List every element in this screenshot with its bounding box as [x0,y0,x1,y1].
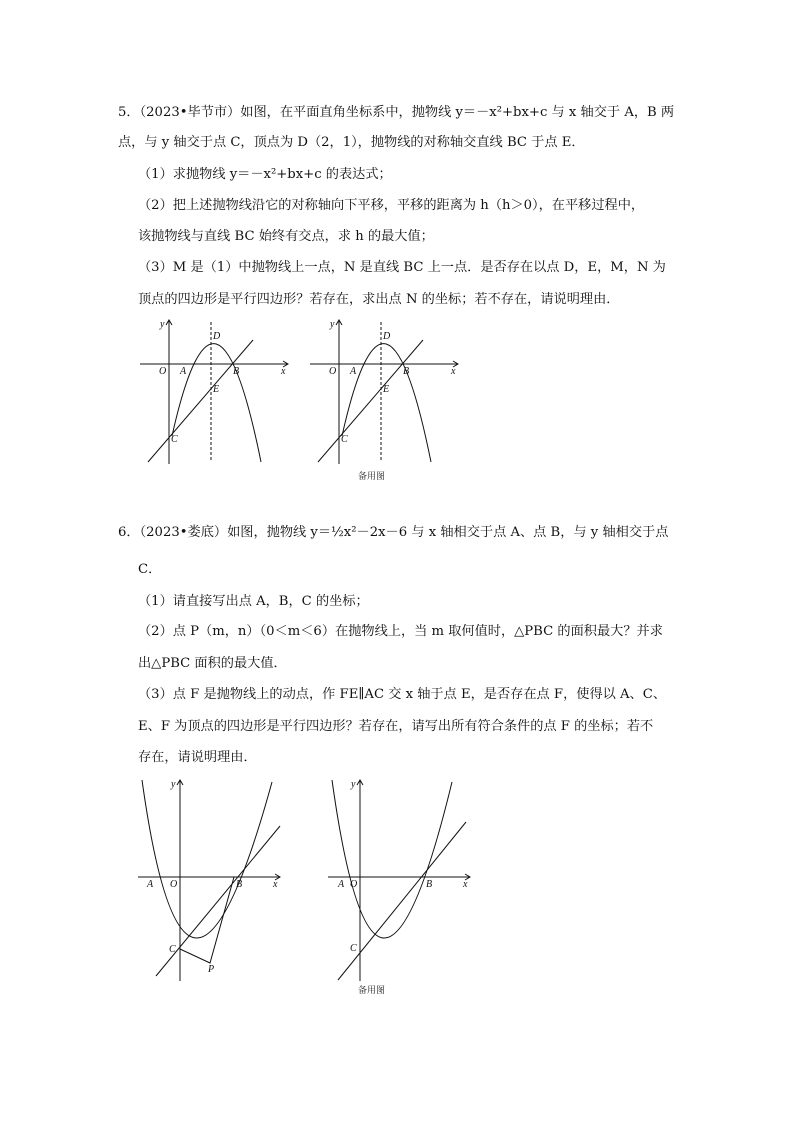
label-d: D [213,331,221,342]
label-a: A [350,366,357,377]
line-bc [148,340,253,462]
label-x: x [273,879,278,890]
p6-line-1: 6．（2023•娄底）如图，抛物线 y＝½x²－2x－6 与 x 轴相交于点 A、点 B，与 y 轴相交于点 [118,525,669,540]
label-a: A [147,879,154,890]
label-b: B [403,366,410,377]
label-b: B [233,366,240,377]
label-c: C [171,434,178,445]
parabola [342,344,431,462]
p5-line-1: 5．（2023•毕节市）如图，在平面直角坐标系中，抛物线 y＝－x²+bx+c 与 x 轴交于 A，B 两 [118,105,675,120]
triangle-pbc [180,877,234,963]
label-o: O [329,366,337,377]
label-y: y [171,779,176,790]
label-a: A [180,366,187,377]
p5-figure-main [140,316,300,466]
p5-backup-caption: 备用图 [358,472,386,482]
label-c: C [341,434,348,445]
label-o: O [350,879,358,890]
label-x: x [281,366,286,377]
label-a: A [338,879,345,890]
label-e: E [213,384,220,395]
label-b: B [426,879,433,890]
parabola [172,344,261,462]
label-o: O [170,879,178,890]
p5-line-6: （3）M 是（1）中抛物线上一点，N 是直线 BC 上一点．是否存在以点 D，E，M，N 为 [138,260,666,275]
label-p: P [208,964,215,975]
label-e: E [383,384,390,395]
label-c: C [350,943,357,954]
label-b: B [236,879,243,890]
p6-line-8: 存在，请说明理由． [138,750,257,765]
label-d: D [383,331,391,342]
p5-figure-backup [310,316,470,466]
p6-line-4: （2）点 P（m，n）（0＜m＜6）在抛物线上，当 m 取何值时，△PBC 的面积最大？并求 [138,624,663,639]
p6-line-2: C． [138,562,162,577]
label-x: x [451,366,456,377]
label-c: C [169,944,176,955]
label-o: O [159,366,167,377]
label-y: y [160,319,165,330]
p5-line-4: （2）把上述抛物线沿它的对称轴向下平移，平移的距离为 h（h＞0），在平移过程中， [138,198,645,213]
line-bc [318,340,423,462]
p5-line-3: （1）求抛物线 y＝－x²+bx+c 的表达式； [138,167,392,182]
p5-line-7: 顶点的四边形是平行四边形？若存在，求出点 N 的坐标；若不存在，请说明理由． [138,292,620,307]
p6-figure-backup [328,776,478,984]
p5-line-5: 该抛物线与直线 BC 始终有交点，求 h 的最大值； [138,229,434,244]
label-y: y [351,779,356,790]
p6-figure-main [138,776,288,984]
label-x: x [463,879,468,890]
p6-line-5: 出△PBC 面积的最大值． [138,656,287,671]
p6-backup-caption: 备用图 [358,986,386,996]
p6-line-7: E、F 为顶点的四边形是平行四边形？若存在，请写出所有符合条件的点 F 的坐标；若不 [138,719,654,734]
p5-line-2: 点，与 y 轴交于点 C，顶点为 D（2，1），抛物线的对称轴交直线 BC 于点 E． [118,135,585,150]
p6-line-6: （3）点 F 是抛物线上的动点，作 FE∥AC 交 x 轴于点 E，是否存在点 F，使得以 A、C、 [138,687,667,702]
p6-line-3: （1）请直接写出点 A，B，C 的坐标； [138,594,369,609]
parabola [332,780,452,938]
label-y: y [330,319,335,330]
